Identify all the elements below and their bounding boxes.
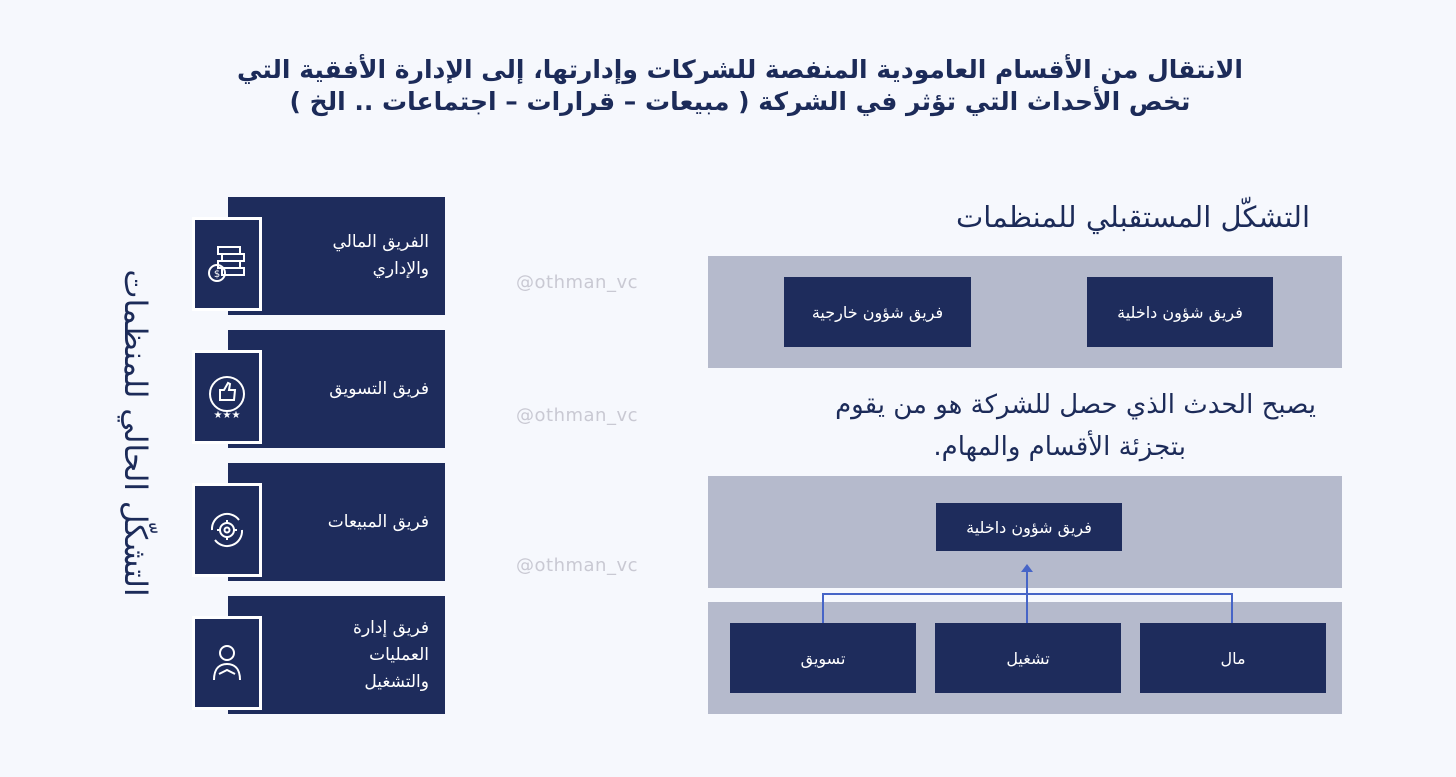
middle-text-line-1: يصبح الحدث الذي حصل للشركة هو من يقوم (835, 390, 1316, 420)
money-stack-icon (192, 217, 262, 311)
gear-cycle-icon (192, 483, 262, 577)
marketing-source-box: تسويق (730, 623, 916, 693)
connector-left (822, 593, 824, 624)
watermark: @othman_vc (516, 272, 638, 293)
operations-source-box: تشغيل (935, 623, 1121, 693)
team-label: الفريق المالي والإداري (332, 232, 429, 279)
team-label: فريق المبيعات (327, 511, 429, 532)
internal-affairs-box: فريق شؤون داخلية (1087, 277, 1273, 347)
arrow-up-icon (1021, 564, 1033, 572)
thumbs-up-stars-icon (192, 350, 262, 444)
team-label: فريق إدارة العمليات والتشغيل (353, 617, 429, 692)
svg-text:★★★: ★★★ (213, 410, 241, 420)
finance-source-box: مال (1140, 623, 1326, 693)
current-structure-title: التشكّل الحالي للمنظمات (117, 269, 153, 597)
header-line-2: تخص الأحداث التي تؤثر في الشركة ( مبيعات – قرارات – اجتماعات .. الخ ) (289, 87, 1191, 116)
svg-text:$: $ (213, 269, 221, 280)
future-structure-title: التشكّل المستقبلي للمنظمات (955, 200, 1310, 234)
person-icon (192, 616, 262, 710)
team-label: فريق التسويق (329, 378, 429, 399)
internal-affairs-target-box: فريق شؤون داخلية (936, 503, 1122, 551)
external-affairs-box: فريق شؤون خارجية (784, 277, 971, 347)
watermark: @othman_vc (516, 555, 638, 576)
middle-description (700, 384, 1316, 468)
connector-right (1231, 593, 1233, 624)
middle-text-line-2: بتجزئة الأقسام والمهام. (933, 432, 1186, 462)
connector-center (1026, 570, 1028, 624)
watermark: @othman_vc (516, 405, 638, 426)
header-line-1: الانتقال من الأقسام العامودية المنفصة للشركات وإدارتها، إلى الإدارة الأفقية التي (237, 55, 1243, 84)
page-header (150, 54, 1330, 118)
